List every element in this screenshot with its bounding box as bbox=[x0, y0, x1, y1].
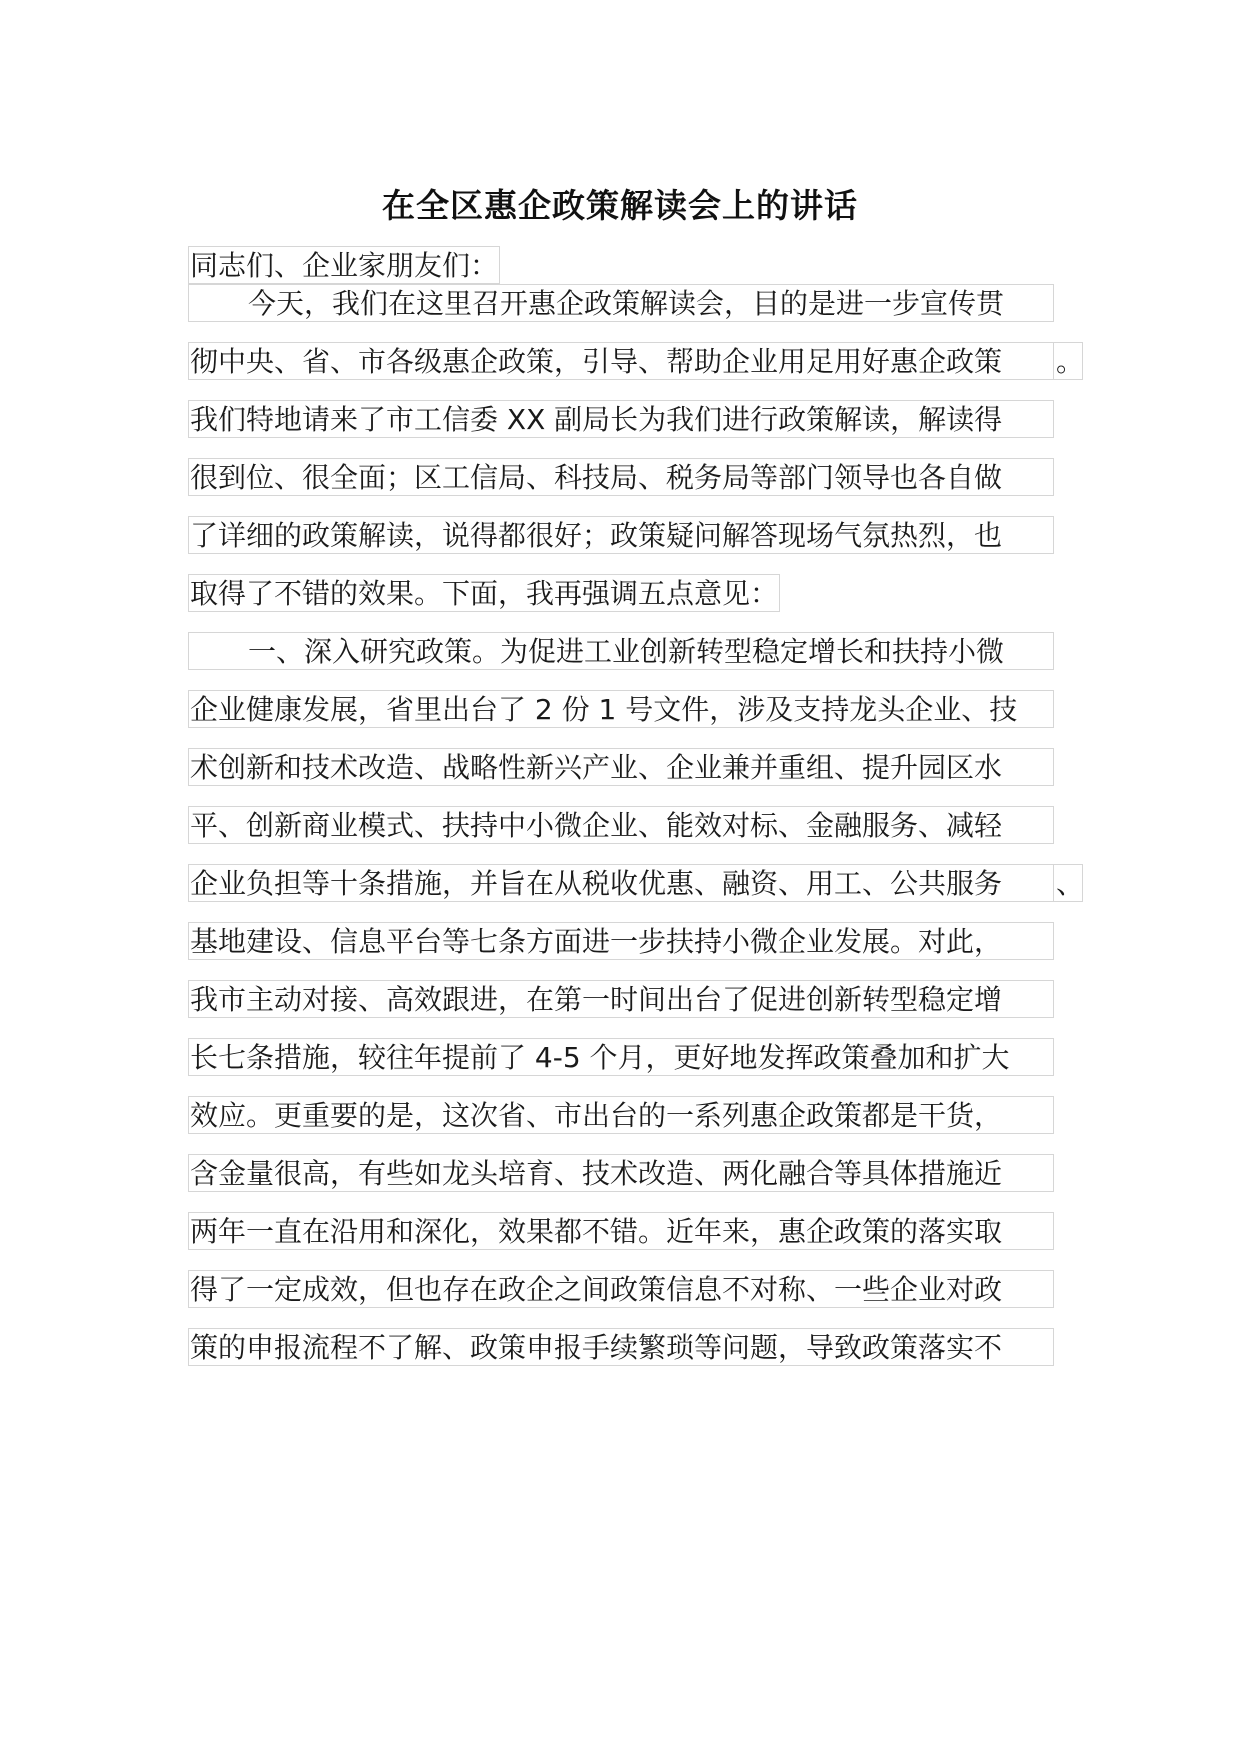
text-line-7: 一、深入研究政策。为促进工业创新转型稳定增长和扶持小微 bbox=[188, 632, 1054, 670]
text-line-15: 效应。更重要的是，这次省、市出台的一系列惠企政策都是干货， bbox=[188, 1096, 1054, 1134]
text-line-10: 平、创新商业模式、扶持中小微企业、能效对标、金融服务、减轻 bbox=[188, 806, 1054, 844]
text-line-2: 彻中央、省、市各级惠企政策，引导、帮助企业用足用好惠企政策 bbox=[188, 342, 1054, 380]
text-line-18: 得了一定成效，但也存在政企之间政策信息不对称、一些企业对政 bbox=[188, 1270, 1054, 1308]
text-line-8: 企业健康发展，省里出台了 2 份 1 号文件，涉及支持龙头企业、技 bbox=[188, 690, 1054, 728]
text-line-5: 了详细的政策解读，说得都很好；政策疑问解答现场气氛热烈，也 bbox=[188, 516, 1054, 554]
text-line-19: 策的申报流程不了解、政策申报手续繁琐等问题，导致政策落实不 bbox=[188, 1328, 1054, 1366]
salutation: 同志们、企业家朋友们： bbox=[188, 246, 500, 284]
text-line-4: 很到位、很全面；区工信局、科技局、税务局等部门领导也各自做 bbox=[188, 458, 1054, 496]
text-line-3: 我们特地请来了市工信委 XX 副局长为我们进行政策解读，解读得 bbox=[188, 400, 1054, 438]
text-line-14: 长七条措施，较往年提前了 4-5 个月，更好地发挥政策叠加和扩大 bbox=[188, 1038, 1054, 1076]
text-line-16: 含金量很高，有些如龙头培育、技术改造、两化融合等具体措施近 bbox=[188, 1154, 1054, 1192]
overflow-punctuation-1: 。 bbox=[1053, 342, 1083, 380]
text-line-9: 术创新和技术改造、战略性新兴产业、企业兼并重组、提升园区水 bbox=[188, 748, 1054, 786]
text-line-11: 企业负担等十条措施，并旨在从税收优惠、融资、用工、公共服务 bbox=[188, 864, 1054, 902]
text-line-17: 两年一直在沿用和深化，效果都不错。近年来，惠企政策的落实取 bbox=[188, 1212, 1054, 1250]
text-line-1: 今天，我们在这里召开惠企政策解读会，目的是进一步宣传贯 bbox=[188, 284, 1054, 322]
document-title: 在全区惠企政策解读会上的讲话 bbox=[382, 186, 858, 225]
text-line-6: 取得了不错的效果。下面，我再强调五点意见： bbox=[188, 574, 780, 612]
overflow-punctuation-2: 、 bbox=[1053, 864, 1083, 902]
text-line-12: 基地建设、信息平台等七条方面进一步扶持小微企业发展。对此， bbox=[188, 922, 1054, 960]
text-line-13: 我市主动对接、高效跟进，在第一时间出台了促进创新转型稳定增 bbox=[188, 980, 1054, 1018]
